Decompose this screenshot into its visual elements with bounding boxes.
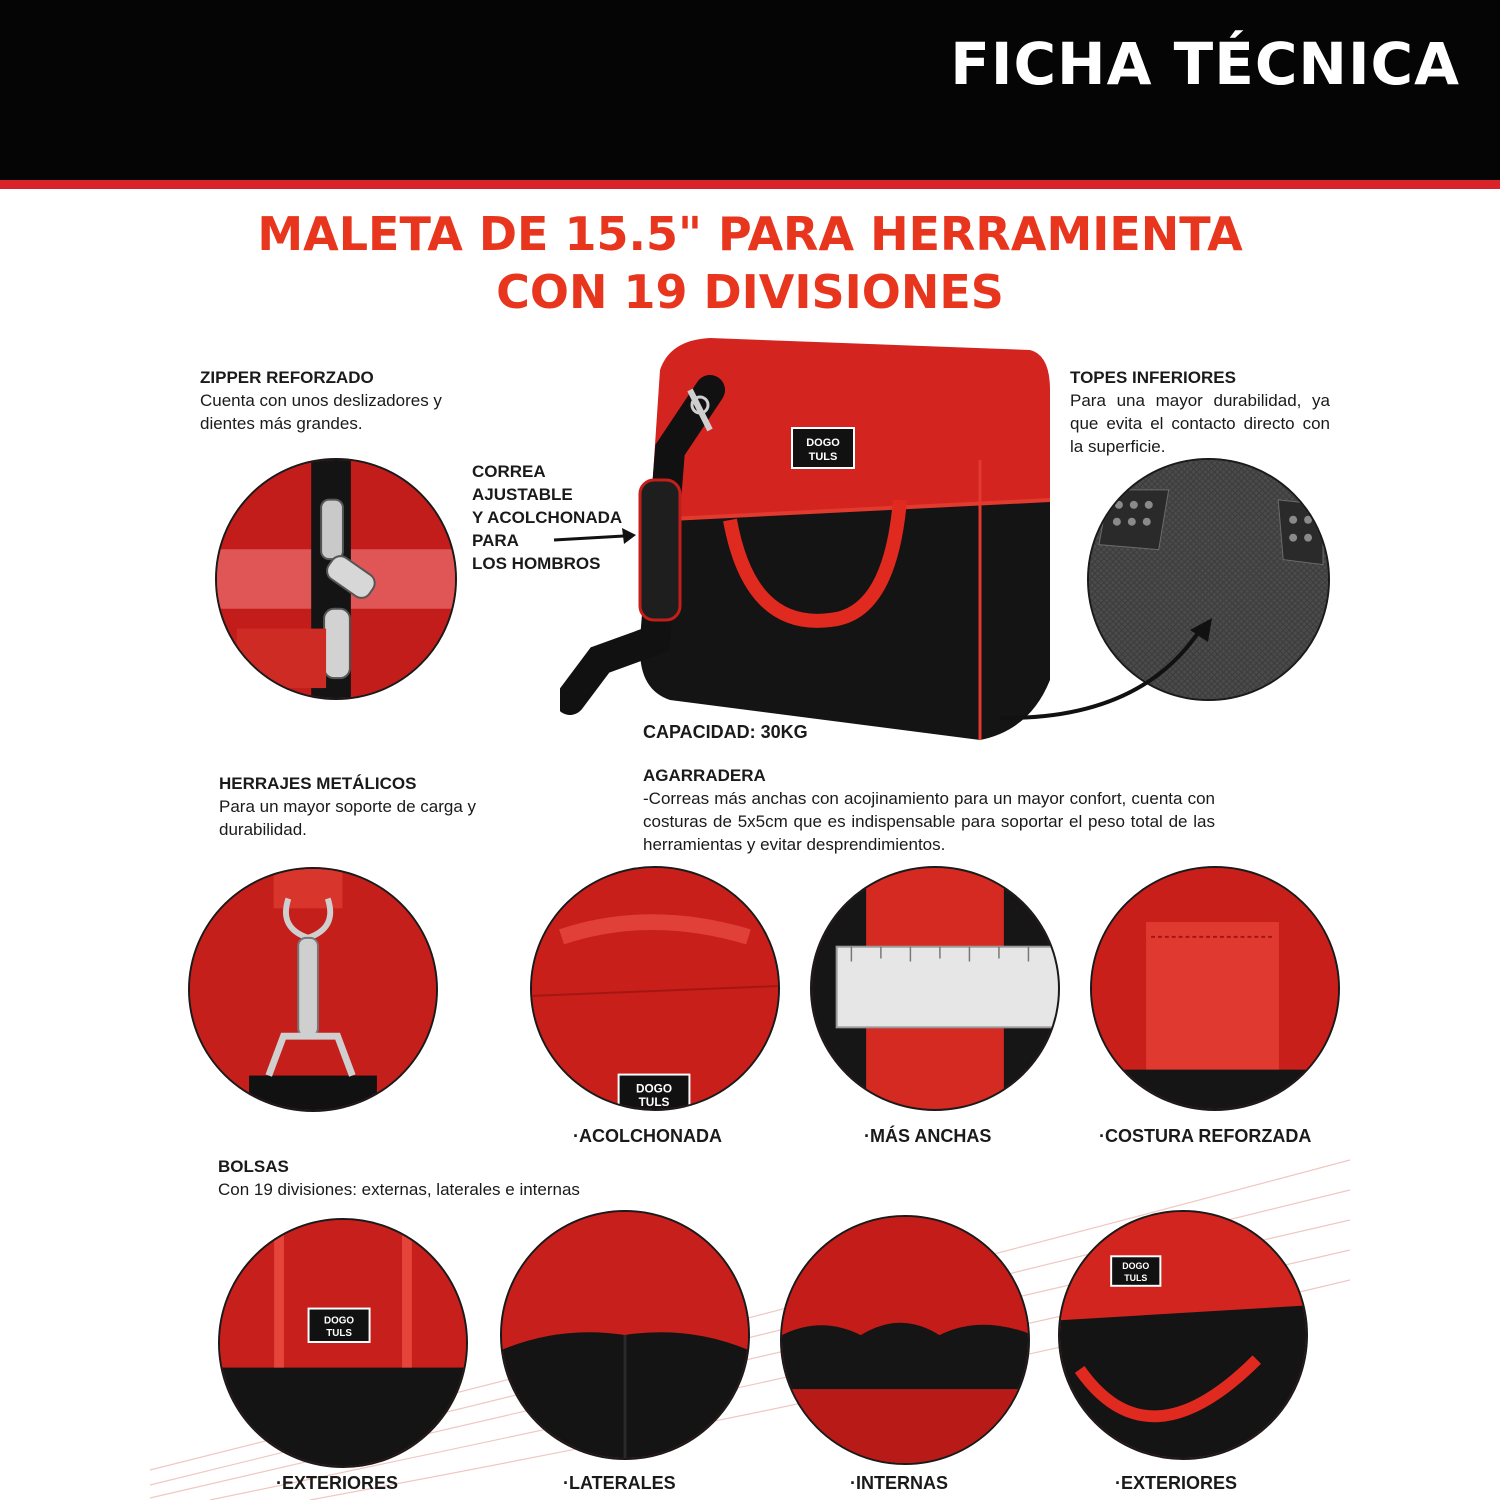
zipper-photo bbox=[215, 458, 457, 700]
handle-label-wide: ·MÁS ANCHAS bbox=[864, 1126, 992, 1146]
feature-handle-desc: -Correas más anchas con acojinamiento para un mayor confort, cuenta con costuras de 5x5cm que es indispensable para soportar el peso total de las herramientas y evitar desprendimientos. bbox=[643, 789, 1215, 854]
feature-pockets bbox=[218, 1155, 678, 1201]
product-title bbox=[0, 205, 1500, 321]
pocket-label-exterior-2: ·EXTERIORES bbox=[1115, 1473, 1238, 1493]
feature-strap-line1: CORREA bbox=[472, 462, 546, 481]
product-title-line2: CON 19 DIVISIONES bbox=[496, 265, 1004, 319]
svg-text:TULS: TULS bbox=[638, 1095, 670, 1109]
svg-text:DOGO: DOGO bbox=[635, 1081, 673, 1096]
pocket-label-side: ·LATERALES bbox=[563, 1473, 676, 1493]
feature-hardware-desc: Para un mayor soporte de carga y durabilidad. bbox=[219, 797, 477, 839]
handle-padded-photo bbox=[530, 866, 780, 1111]
header-title: FICHA TÉCNICA bbox=[950, 30, 1460, 98]
feature-feet-desc: Para una mayor durabilidad, ya que evita el contacto directo con la superficie. bbox=[1070, 391, 1330, 456]
pocket-label-internal: ·INTERNAS bbox=[850, 1473, 948, 1493]
feet-arrow-icon bbox=[990, 610, 1220, 725]
pocket-label-exterior-1: ·EXTERIORES bbox=[276, 1473, 399, 1493]
pocket-internal-photo bbox=[780, 1215, 1030, 1465]
feature-strap-line2: AJUSTABLE bbox=[472, 485, 573, 504]
feature-strap-line5: LOS HOMBROS bbox=[472, 554, 601, 573]
svg-text:DOGO: DOGO bbox=[1122, 1261, 1150, 1272]
feature-strap-line4: PARA bbox=[472, 531, 519, 550]
header-stripe bbox=[0, 180, 1500, 189]
feature-hardware bbox=[219, 772, 479, 841]
feature-pockets-desc: Con 19 divisiones: externas, laterales e internas bbox=[218, 1180, 580, 1199]
svg-text:TULS: TULS bbox=[326, 1328, 352, 1340]
pocket-exterior-photo-2 bbox=[1058, 1210, 1308, 1460]
handle-label-stitch: ·COSTURA REFORZADA bbox=[1099, 1126, 1312, 1146]
product-title-line1: MALETA DE 15.5" PARA HERRAMIENTA bbox=[257, 207, 1243, 261]
feature-zipper-title: ZIPPER REFORZADO bbox=[200, 368, 374, 387]
feature-handle bbox=[643, 764, 1215, 856]
svg-text:TULS: TULS bbox=[1124, 1272, 1148, 1283]
feature-pockets-title: BOLSAS bbox=[218, 1157, 289, 1176]
feature-feet bbox=[1070, 366, 1330, 458]
handle-wide-photo bbox=[810, 866, 1060, 1111]
pocket-exterior-photo-1 bbox=[218, 1218, 468, 1468]
feature-hardware-title: HERRAJES METÁLICOS bbox=[219, 774, 417, 793]
svg-text:TULS: TULS bbox=[808, 451, 838, 463]
svg-text:DOGO: DOGO bbox=[324, 1315, 355, 1327]
bag-main-photo bbox=[560, 330, 1060, 760]
svg-text:DOGO: DOGO bbox=[806, 437, 840, 449]
pocket-side-photo bbox=[500, 1210, 750, 1460]
capacity-label: CAPACIDAD: 30KG bbox=[643, 722, 808, 742]
handle-stitch-photo bbox=[1090, 866, 1340, 1111]
feature-zipper-desc: Cuenta con unos deslizadores y dientes más grandes. bbox=[200, 391, 442, 433]
feature-handle-title: AGARRADERA bbox=[643, 766, 766, 785]
feature-feet-title: TOPES INFERIORES bbox=[1070, 368, 1236, 387]
feature-strap-line3: Y ACOLCHONADA bbox=[472, 508, 623, 527]
hardware-photo bbox=[188, 867, 438, 1112]
handle-label-padded: ·ACOLCHONADA bbox=[573, 1126, 722, 1146]
feature-zipper bbox=[200, 366, 490, 435]
